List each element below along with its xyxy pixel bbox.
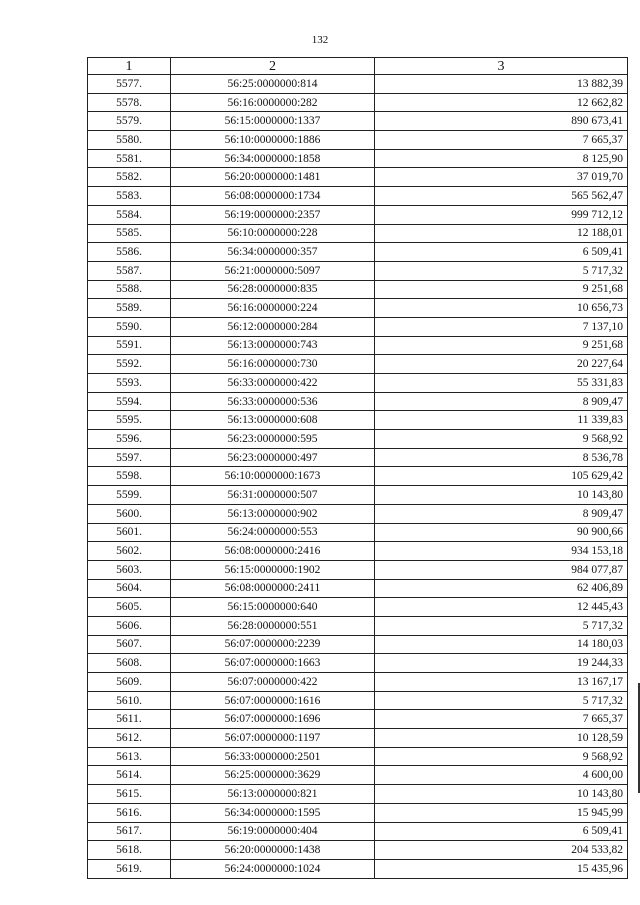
row-number-cell: 5601. [88, 523, 171, 542]
row-number-cell: 5590. [88, 317, 171, 336]
row-number-cell: 5598. [88, 467, 171, 486]
cadastral-number-cell: 56:21:0000000:5097 [171, 261, 375, 280]
table-row [88, 243, 628, 262]
table-row [88, 392, 628, 411]
table-row [88, 859, 628, 878]
row-number-cell: 5615. [88, 785, 171, 804]
value-cell: 11 339,83 [375, 411, 628, 430]
row-number-cell: 5609. [88, 673, 171, 692]
table-row [88, 729, 628, 748]
cadastral-number-cell: 56:08:0000000:1734 [171, 187, 375, 206]
cadastral-number-cell: 56:07:0000000:1616 [171, 691, 375, 710]
page-number: 132 [311, 34, 329, 46]
cadastral-number-cell: 56:07:0000000:422 [171, 673, 375, 692]
cadastral-number-cell: 56:20:0000000:1438 [171, 841, 375, 860]
value-cell: 8 909,47 [375, 504, 628, 523]
value-cell: 90 900,66 [375, 523, 628, 542]
table-row [88, 448, 628, 467]
cadastral-number-cell: 56:10:0000000:228 [171, 224, 375, 243]
value-cell: 55 331,83 [375, 374, 628, 393]
row-number-cell: 5612. [88, 729, 171, 748]
cadastral-number-cell: 56:33:0000000:422 [171, 374, 375, 393]
row-number-cell: 5617. [88, 822, 171, 841]
cadastral-number-cell: 56:23:0000000:497 [171, 448, 375, 467]
row-number-cell: 5604. [88, 579, 171, 598]
row-number-cell: 5593. [88, 374, 171, 393]
table-row [88, 560, 628, 579]
value-cell: 7 137,10 [375, 317, 628, 336]
cadastral-number-cell: 56:13:0000000:743 [171, 336, 375, 355]
table-row [88, 710, 628, 729]
value-cell: 12 662,82 [375, 93, 628, 112]
value-cell: 4 600,00 [375, 766, 628, 785]
table-row [88, 616, 628, 635]
value-cell: 37 019,70 [375, 168, 628, 187]
row-number-cell: 5591. [88, 336, 171, 355]
row-number-cell: 5607. [88, 635, 171, 654]
cadastral-number-cell: 56:25:0000000:814 [171, 75, 375, 94]
table-row [88, 841, 628, 860]
row-number-cell: 5586. [88, 243, 171, 262]
value-cell: 9 568,92 [375, 747, 628, 766]
row-number-cell: 5599. [88, 486, 171, 505]
cadastral-number-cell: 56:34:0000000:1858 [171, 149, 375, 168]
value-cell: 62 406,89 [375, 579, 628, 598]
row-number-cell: 5610. [88, 691, 171, 710]
row-number-cell: 5618. [88, 841, 171, 860]
column-header-3: 3 [375, 58, 628, 75]
value-cell: 204 533,82 [375, 841, 628, 860]
cadastral-number-cell: 56:16:0000000:282 [171, 93, 375, 112]
table-row [88, 317, 628, 336]
table-row [88, 803, 628, 822]
cadastral-number-cell: 56:15:0000000:1337 [171, 112, 375, 131]
value-cell: 9 568,92 [375, 430, 628, 449]
value-cell: 8 909,47 [375, 392, 628, 411]
cadastral-number-cell: 56:23:0000000:595 [171, 430, 375, 449]
cadastral-number-cell: 56:07:0000000:1696 [171, 710, 375, 729]
table-row [88, 336, 628, 355]
cadastral-number-cell: 56:25:0000000:3629 [171, 766, 375, 785]
cadastral-number-cell: 56:16:0000000:730 [171, 355, 375, 374]
table-body [88, 75, 628, 879]
cadastral-number-cell: 56:28:0000000:551 [171, 616, 375, 635]
cadastral-number-cell: 56:16:0000000:224 [171, 299, 375, 318]
cadastral-number-cell: 56:34:0000000:357 [171, 243, 375, 262]
table-row [88, 93, 628, 112]
table-row [88, 785, 628, 804]
table-row [88, 261, 628, 280]
value-cell: 565 562,47 [375, 187, 628, 206]
row-number-cell: 5585. [88, 224, 171, 243]
row-number-cell: 5577. [88, 75, 171, 94]
table-row [88, 542, 628, 561]
table-row [88, 654, 628, 673]
cadastral-number-cell: 56:28:0000000:835 [171, 280, 375, 299]
table-row [88, 131, 628, 150]
row-number-cell: 5588. [88, 280, 171, 299]
cadastral-number-cell: 56:33:0000000:536 [171, 392, 375, 411]
cadastral-number-cell: 56:10:0000000:1886 [171, 131, 375, 150]
table-row [88, 355, 628, 374]
row-number-cell: 5597. [88, 448, 171, 467]
value-cell: 10 143,80 [375, 785, 628, 804]
cadastral-number-cell: 56:13:0000000:902 [171, 504, 375, 523]
cadastral-number-cell: 56:19:0000000:2357 [171, 205, 375, 224]
value-cell: 8 125,90 [375, 149, 628, 168]
row-number-cell: 5594. [88, 392, 171, 411]
cadastral-number-cell: 56:13:0000000:608 [171, 411, 375, 430]
table-row [88, 486, 628, 505]
value-cell: 890 673,41 [375, 112, 628, 131]
table-row [88, 374, 628, 393]
cadastral-number-cell: 56:07:0000000:1663 [171, 654, 375, 673]
value-cell: 105 629,42 [375, 467, 628, 486]
table-row [88, 224, 628, 243]
row-number-cell: 5580. [88, 131, 171, 150]
table-row [88, 673, 628, 692]
cadastral-number-cell: 56:07:0000000:2239 [171, 635, 375, 654]
value-cell: 7 665,37 [375, 710, 628, 729]
table-row [88, 467, 628, 486]
row-number-cell: 5587. [88, 261, 171, 280]
value-cell: 12 188,01 [375, 224, 628, 243]
row-number-cell: 5608. [88, 654, 171, 673]
cadastral-number-cell: 56:08:0000000:2416 [171, 542, 375, 561]
row-number-cell: 5584. [88, 205, 171, 224]
value-cell: 6 509,41 [375, 243, 628, 262]
table-row [88, 598, 628, 617]
value-cell: 10 656,73 [375, 299, 628, 318]
value-cell: 9 251,68 [375, 280, 628, 299]
table-row [88, 579, 628, 598]
value-cell: 10 128,59 [375, 729, 628, 748]
value-cell: 10 143,80 [375, 486, 628, 505]
row-number-cell: 5613. [88, 747, 171, 766]
row-number-cell: 5606. [88, 616, 171, 635]
row-number-cell: 5589. [88, 299, 171, 318]
table-row [88, 822, 628, 841]
cadastral-number-cell: 56:34:0000000:1595 [171, 803, 375, 822]
table-row [88, 430, 628, 449]
cadastral-number-cell: 56:07:0000000:1197 [171, 729, 375, 748]
cadastral-number-cell: 56:15:0000000:640 [171, 598, 375, 617]
table-row [88, 149, 628, 168]
row-number-cell: 5581. [88, 149, 171, 168]
value-cell: 999 712,12 [375, 205, 628, 224]
row-number-cell: 5600. [88, 504, 171, 523]
table-row [88, 168, 628, 187]
value-cell: 8 536,78 [375, 448, 628, 467]
column-header-1: 1 [88, 58, 171, 75]
table-row [88, 112, 628, 131]
cadastral-value-table [87, 57, 628, 879]
row-number-cell: 5619. [88, 859, 171, 878]
value-cell: 984 077,87 [375, 560, 628, 579]
value-cell: 6 509,41 [375, 822, 628, 841]
value-cell: 12 445,43 [375, 598, 628, 617]
table-row [88, 299, 628, 318]
row-number-cell: 5596. [88, 430, 171, 449]
row-number-cell: 5595. [88, 411, 171, 430]
cadastral-number-cell: 56:31:0000000:507 [171, 486, 375, 505]
value-cell: 9 251,68 [375, 336, 628, 355]
cadastral-number-cell: 56:24:0000000:553 [171, 523, 375, 542]
value-cell: 14 180,03 [375, 635, 628, 654]
row-number-cell: 5582. [88, 168, 171, 187]
row-number-cell: 5614. [88, 766, 171, 785]
column-header-2: 2 [171, 58, 375, 75]
value-cell: 19 244,33 [375, 654, 628, 673]
cadastral-number-cell: 56:20:0000000:1481 [171, 168, 375, 187]
cadastral-number-cell: 56:10:0000000:1673 [171, 467, 375, 486]
row-number-cell: 5578. [88, 93, 171, 112]
value-cell: 13 167,17 [375, 673, 628, 692]
table-row [88, 766, 628, 785]
table-row [88, 504, 628, 523]
table-row [88, 411, 628, 430]
table-row [88, 187, 628, 206]
table-row [88, 205, 628, 224]
cadastral-number-cell: 56:08:0000000:2411 [171, 579, 375, 598]
row-number-cell: 5605. [88, 598, 171, 617]
row-number-cell: 5592. [88, 355, 171, 374]
table-row [88, 691, 628, 710]
table-row [88, 75, 628, 94]
value-cell: 934 153,18 [375, 542, 628, 561]
value-cell: 13 882,39 [375, 75, 628, 94]
value-cell: 15 945,99 [375, 803, 628, 822]
value-cell: 5 717,32 [375, 616, 628, 635]
row-number-cell: 5603. [88, 560, 171, 579]
row-number-cell: 5602. [88, 542, 171, 561]
table-row [88, 635, 628, 654]
value-cell: 20 227,64 [375, 355, 628, 374]
cadastral-number-cell: 56:24:0000000:1024 [171, 859, 375, 878]
row-number-cell: 5616. [88, 803, 171, 822]
table-row [88, 747, 628, 766]
cadastral-number-cell: 56:15:0000000:1902 [171, 560, 375, 579]
cadastral-number-cell: 56:33:0000000:2501 [171, 747, 375, 766]
value-cell: 7 665,37 [375, 131, 628, 150]
cadastral-number-cell: 56:19:0000000:404 [171, 822, 375, 841]
cadastral-number-cell: 56:13:0000000:821 [171, 785, 375, 804]
row-number-cell: 5611. [88, 710, 171, 729]
value-cell: 15 435,96 [375, 859, 628, 878]
cadastral-number-cell: 56:12:0000000:284 [171, 317, 375, 336]
row-number-cell: 5583. [88, 187, 171, 206]
value-cell: 5 717,32 [375, 691, 628, 710]
row-number-cell: 5579. [88, 112, 171, 131]
table-header-row [88, 58, 628, 75]
table-row [88, 280, 628, 299]
table-row [88, 523, 628, 542]
value-cell: 5 717,32 [375, 261, 628, 280]
